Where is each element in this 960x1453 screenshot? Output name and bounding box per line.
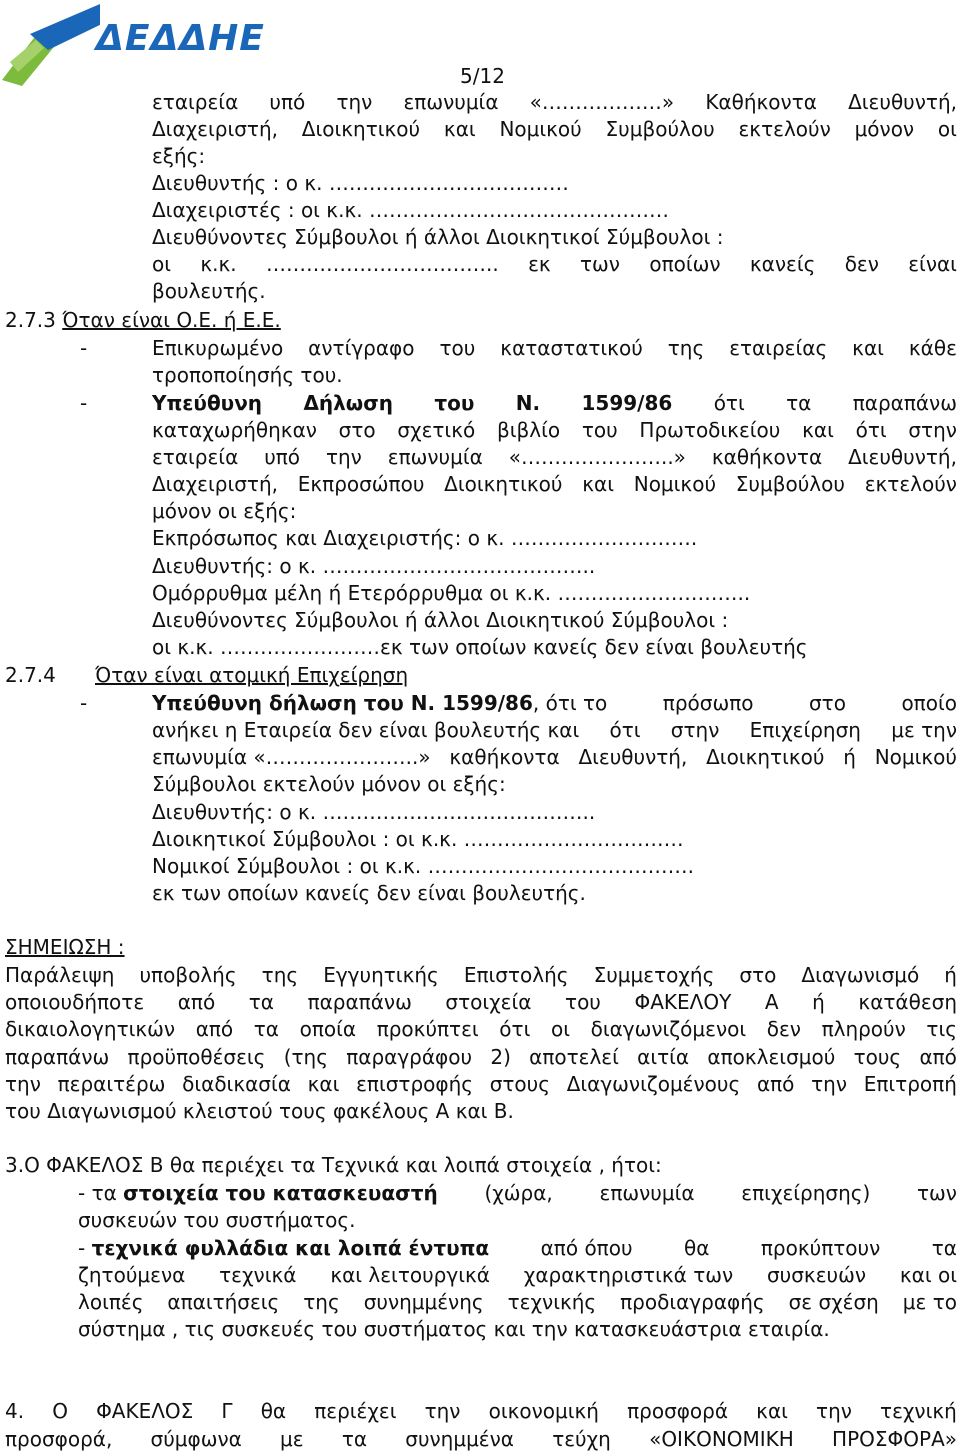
word: Συμμετοχής bbox=[593, 963, 715, 987]
word: οικονομική bbox=[488, 1399, 599, 1423]
word: τεύχη bbox=[552, 1427, 611, 1451]
word: ΦΑΚΕΛΟΥ bbox=[634, 990, 732, 1014]
word: θα bbox=[684, 1236, 710, 1260]
word: διαδικασία bbox=[182, 1072, 291, 1096]
word: Διοικητικού bbox=[444, 472, 563, 496]
word: επωνυμία bbox=[387, 445, 483, 469]
word: αποκλεισμού bbox=[707, 1045, 836, 1069]
word: καταχωρήθηκαν bbox=[152, 418, 317, 442]
word: παραπάνω bbox=[852, 391, 957, 415]
word: ή bbox=[843, 745, 856, 769]
word: συνημμένης bbox=[363, 1290, 484, 1314]
word: από όπου bbox=[540, 1236, 633, 1260]
word: ότι bbox=[609, 718, 641, 742]
word: θα bbox=[260, 1399, 287, 1423]
bullet-prefix: - bbox=[78, 1236, 92, 1260]
bold-phrase: στοιχεία του κατασκευαστή bbox=[123, 1181, 438, 1205]
justified-line bbox=[152, 717, 957, 744]
word: απαιτήσεις bbox=[167, 1290, 280, 1314]
word: Διαχειριστή, bbox=[152, 117, 278, 141]
word: οι bbox=[152, 252, 172, 276]
word: προσφορά, bbox=[5, 1427, 113, 1451]
justified-line bbox=[152, 390, 957, 417]
word: ότι bbox=[499, 1017, 531, 1041]
text-line: του Διαγωνισμού κλειστού τους φακέλους Α και Β. bbox=[5, 1099, 514, 1123]
word: και bbox=[852, 336, 884, 360]
text-line: Διευθύνοντες Σύμβουλοι ή άλλοι Διοικητικού Σύμβουλοι : bbox=[152, 608, 729, 632]
word: την bbox=[336, 90, 373, 114]
word: στους bbox=[489, 1072, 550, 1096]
word: εταιρείας bbox=[729, 336, 828, 360]
word: Εγγυητικής bbox=[323, 963, 439, 987]
word: προκύπτει bbox=[376, 1017, 479, 1041]
word: Διευθυντή, bbox=[578, 745, 688, 769]
word: της bbox=[303, 1290, 340, 1314]
word: κ.κ. bbox=[200, 252, 237, 276]
word: από bbox=[177, 990, 216, 1014]
word: σε σχέση bbox=[788, 1290, 879, 1314]
word: , ότι το bbox=[532, 691, 608, 715]
text-line: Όταν είναι ατομική Επιχείρηση bbox=[95, 663, 409, 687]
text-line: Διοικητικοί Σύμβουλοι : οι κ.κ. …………………………… bbox=[152, 827, 684, 851]
word: παραπάνω bbox=[5, 1045, 110, 1069]
word: στο bbox=[739, 963, 777, 987]
word: του bbox=[434, 391, 475, 415]
word: των bbox=[917, 1181, 957, 1205]
text-line: Διαχειριστές : οι κ.κ. ……………………………………… bbox=[152, 198, 669, 222]
word: Α bbox=[764, 990, 779, 1014]
text-line: μόνον οι εξής: bbox=[152, 499, 297, 523]
word: Γ bbox=[221, 1399, 233, 1423]
bold-phrase: τεχνικά φυλλάδια και λοιπά έντυπα bbox=[91, 1236, 490, 1260]
word: καταστατικού bbox=[500, 336, 643, 360]
word: οποία bbox=[299, 1017, 357, 1041]
word: Παράλειψη bbox=[5, 963, 115, 987]
word: τις bbox=[926, 1017, 957, 1041]
text-line: εκ των οποίων κανείς δεν είναι βουλευτής. bbox=[152, 881, 586, 905]
word: Πρωτοδικείου bbox=[639, 418, 781, 442]
word: και bbox=[802, 418, 834, 442]
word: Δήλωση bbox=[303, 391, 394, 415]
word: του bbox=[565, 990, 601, 1014]
word: (της bbox=[283, 1045, 328, 1069]
word: σχετικό bbox=[397, 418, 476, 442]
word: στην bbox=[670, 718, 720, 742]
word: αιτία bbox=[637, 1045, 690, 1069]
word: οι bbox=[937, 117, 957, 141]
word: και bbox=[307, 1072, 340, 1096]
text-line: συσκευών του συστήματος. bbox=[78, 1208, 356, 1232]
word: τεχνική bbox=[880, 1399, 957, 1423]
word: Διευθυντή, bbox=[848, 445, 957, 469]
text-line: - bbox=[80, 691, 88, 715]
word: καθήκοντα bbox=[711, 445, 823, 469]
word: Διαχειριστή, bbox=[152, 472, 278, 496]
word: βιβλίο bbox=[496, 418, 561, 442]
word: και bbox=[756, 1399, 788, 1423]
word: σύμφωνα bbox=[150, 1427, 242, 1451]
word: την bbox=[816, 1399, 852, 1423]
word: τα bbox=[786, 391, 812, 415]
word: και bbox=[443, 117, 476, 141]
word: 2) bbox=[490, 1045, 511, 1069]
justified-line bbox=[152, 335, 957, 362]
word: δεν bbox=[766, 1017, 801, 1041]
word: πληρούν bbox=[821, 1017, 906, 1041]
word: οποίο bbox=[901, 691, 957, 715]
word: ότι bbox=[855, 418, 887, 442]
text-line: Διευθυντής : ο κ. ……………………………… bbox=[152, 171, 569, 195]
word: Διευθυντή, bbox=[848, 90, 957, 114]
word: στοιχεία bbox=[445, 990, 532, 1014]
word: δικαιολογητικών bbox=[5, 1017, 176, 1041]
word: Συμβούλου bbox=[605, 117, 715, 141]
text-line: - bbox=[80, 336, 88, 360]
word: τα bbox=[248, 990, 274, 1014]
word: Υπεύθυνη bbox=[152, 391, 263, 415]
word: την bbox=[424, 1399, 461, 1423]
justified-line bbox=[152, 116, 957, 143]
justified-line bbox=[152, 444, 957, 471]
word: επωνυμία bbox=[599, 1181, 695, 1205]
bullet-prefix: - τα bbox=[78, 1181, 124, 1205]
word: τεχνικής bbox=[507, 1290, 597, 1314]
word: κάθε bbox=[908, 336, 957, 360]
word: οποίων bbox=[649, 252, 721, 276]
word: οι bbox=[550, 1017, 570, 1041]
text-line: οι κ.κ. ……………………εκ των οποίων κανείς δεν είναι βουλευτής bbox=[152, 635, 808, 659]
word: ή bbox=[812, 990, 825, 1014]
word: και λειτουργικά bbox=[330, 1263, 490, 1287]
word: τα bbox=[341, 1427, 368, 1451]
logo-mark-icon bbox=[0, 0, 100, 86]
word: Νομικού bbox=[874, 745, 957, 769]
word: και οι bbox=[899, 1263, 957, 1287]
justified-line bbox=[5, 1071, 957, 1098]
word: και bbox=[582, 472, 614, 496]
word: με την bbox=[891, 718, 957, 742]
section-heading bbox=[5, 307, 281, 334]
word: Διαγωνιζομένους bbox=[566, 1072, 741, 1096]
word: κατάθεση bbox=[858, 990, 957, 1014]
justified-line bbox=[5, 1016, 957, 1043]
lead-phrase bbox=[78, 1180, 438, 1207]
word: υπό bbox=[269, 90, 306, 114]
word: …………………………….. bbox=[266, 252, 499, 276]
word: λοιπές bbox=[78, 1290, 144, 1314]
word: κανείς bbox=[749, 252, 816, 276]
text-line: - bbox=[80, 391, 88, 415]
word: Διοικητικού bbox=[706, 745, 825, 769]
word: παραπάνω bbox=[307, 990, 412, 1014]
word: ότι bbox=[713, 391, 745, 415]
justified-line bbox=[152, 417, 957, 444]
word: προκύπτουν bbox=[760, 1236, 881, 1260]
justified-line bbox=[152, 744, 957, 771]
text-line: ΣΗΜΕΙΩΣΗ : bbox=[5, 935, 125, 959]
word: Εκπροσώπου bbox=[297, 472, 425, 496]
lead-phrase bbox=[78, 1235, 489, 1262]
bold-phrase: Υπεύθυνη δήλωση του Ν. 1599/86 bbox=[152, 691, 533, 715]
text-line: Διευθυντής: ο κ. ………………………………….. bbox=[152, 554, 596, 578]
justified-line bbox=[78, 1289, 957, 1316]
word: παραγράφου bbox=[346, 1045, 473, 1069]
word: στο bbox=[338, 418, 376, 442]
word: των bbox=[580, 252, 620, 276]
word: Διοικητικού bbox=[301, 117, 421, 141]
word: συσκευών bbox=[767, 1263, 867, 1287]
word: Επιτροπή bbox=[863, 1072, 957, 1096]
word: Επικυρωμένο bbox=[152, 336, 284, 360]
word: «ΟΙΚΟΝΟΜΙΚΗ bbox=[649, 1427, 794, 1451]
company-logo bbox=[0, 0, 290, 90]
word: από bbox=[919, 1045, 957, 1069]
word: (χώρα, bbox=[484, 1181, 553, 1205]
word: τεχνικά bbox=[219, 1263, 297, 1287]
word: επιχείρησης) bbox=[741, 1181, 871, 1205]
justified-line bbox=[78, 1180, 957, 1207]
word: πρόσωπο bbox=[662, 691, 754, 715]
word: εταιρεία bbox=[152, 90, 239, 114]
word: Καθήκοντα bbox=[705, 90, 817, 114]
word: ή bbox=[944, 963, 957, 987]
justified-line bbox=[5, 1044, 957, 1071]
justified-line bbox=[5, 1398, 957, 1425]
text-line: βουλευτής. bbox=[152, 279, 266, 303]
justified-line bbox=[152, 89, 957, 116]
text-line: 3.Ο ΦΑΚΕΛΟΣ Β θα περιέχει τα Τεχνικά και λοιπά στοιχεία , ήτοι: bbox=[5, 1153, 662, 1177]
word: 1599/86 bbox=[581, 391, 673, 415]
word: επωνυμία «…………………..» bbox=[152, 745, 431, 769]
word: προσφορά bbox=[627, 1399, 729, 1423]
text-line: Εκπρόσωπος και Διαχειριστής: ο κ. ………………………. bbox=[152, 526, 698, 550]
section-number: 2.7.3 bbox=[5, 308, 63, 332]
text-line: τροποποίησής του. bbox=[152, 363, 343, 387]
word: χαρακτηριστικά των bbox=[523, 1263, 734, 1287]
word: την bbox=[325, 445, 362, 469]
word: Επιχείρηση bbox=[749, 718, 861, 742]
text-line: Διευθυντής: ο κ. ………………………………….. bbox=[152, 800, 596, 824]
word: εκτελούν bbox=[738, 117, 831, 141]
word: Διαγωνισμό bbox=[801, 963, 920, 987]
word: περιέχει bbox=[314, 1399, 397, 1423]
word: Ο bbox=[52, 1399, 68, 1423]
justified-line bbox=[5, 1426, 957, 1453]
word: προδιαγραφής bbox=[620, 1290, 765, 1314]
word: στην bbox=[908, 418, 957, 442]
text-line: Ομόρρυθμα μέλη ή Ετερόρρυθμα οι κ.κ. ……………………….. bbox=[152, 581, 751, 605]
word: καθήκοντα bbox=[449, 745, 560, 769]
word: υπό bbox=[264, 445, 301, 469]
word: της bbox=[667, 336, 705, 360]
word: από bbox=[195, 1017, 234, 1041]
word: προϋποθέσεις bbox=[127, 1045, 266, 1069]
word: επιστροφής bbox=[356, 1072, 473, 1096]
text-line: εξής: bbox=[152, 144, 206, 168]
word: είναι bbox=[908, 252, 957, 276]
text-line: Διευθύνοντες Σύμβουλοι ή άλλοι Διοικητικοί Σύμβουλοι : bbox=[152, 225, 724, 249]
word: διαγωνιζόμενοι bbox=[590, 1017, 747, 1041]
section-title: Όταν είναι Ο.Ε. ή Ε.Ε. bbox=[62, 308, 281, 332]
word: με το bbox=[902, 1290, 957, 1314]
word: επωνυμία bbox=[403, 90, 499, 114]
word: περαιτέρω bbox=[57, 1072, 166, 1096]
word: Νομικού bbox=[633, 472, 717, 496]
text-line: σύστημα , τις συσκευές του συστήματος και την κατασκευάστρια εταιρία. bbox=[78, 1317, 830, 1341]
text-line: Νομικοί Σύμβουλοι : οι κ.κ. …………………………………. bbox=[152, 854, 695, 878]
word: «………………» bbox=[529, 90, 675, 114]
word: από bbox=[756, 1072, 795, 1096]
word: 4. bbox=[5, 1399, 25, 1423]
justified-line bbox=[152, 471, 957, 498]
word: «…………………..» bbox=[508, 445, 686, 469]
word: ΠΡΟΣΦΟΡΑ» bbox=[832, 1427, 957, 1451]
word: μόνον bbox=[854, 117, 915, 141]
word: αντίγραφο bbox=[308, 336, 415, 360]
justified-line bbox=[5, 989, 957, 1016]
word: ανήκει η Εταιρεία δεν είναι βουλευτής και bbox=[152, 718, 580, 742]
logo-text: ΔΕΔΔΗΕ bbox=[96, 18, 265, 59]
word: εκτελούν bbox=[864, 472, 957, 496]
justified-line bbox=[78, 1235, 957, 1262]
justified-line bbox=[78, 1262, 957, 1289]
word: δεν bbox=[844, 252, 879, 276]
word: την bbox=[5, 1072, 41, 1096]
word: τα bbox=[931, 1236, 957, 1260]
text-line: Σύμβουλοι εκτελούν μόνον οι εξής: bbox=[152, 772, 506, 796]
word: ΦΑΚΕΛΟΣ bbox=[96, 1399, 194, 1423]
word: Ν. bbox=[515, 391, 541, 415]
lead-phrase bbox=[152, 690, 607, 717]
justified-line bbox=[152, 690, 957, 717]
word: του bbox=[581, 418, 618, 442]
word: στο bbox=[808, 691, 846, 715]
word: Νομικού bbox=[499, 117, 582, 141]
word: τους bbox=[853, 1045, 902, 1069]
word: οποιουδήποτε bbox=[5, 990, 145, 1014]
word: με bbox=[280, 1427, 304, 1451]
word: ζητούμενα bbox=[78, 1263, 186, 1287]
text-line: 2.7.4 bbox=[5, 663, 56, 687]
word: υποβολής bbox=[139, 963, 237, 987]
word: τα bbox=[253, 1017, 279, 1041]
word: Επιστολής bbox=[463, 963, 569, 987]
word: του bbox=[439, 336, 476, 360]
word: εκ bbox=[528, 252, 551, 276]
justified-line bbox=[5, 962, 957, 989]
word: εταιρεία bbox=[152, 445, 239, 469]
word: Συμβούλου bbox=[735, 472, 845, 496]
page-number: 5/12 bbox=[460, 64, 505, 88]
justified-line bbox=[152, 251, 957, 278]
word: αποτελεί bbox=[529, 1045, 619, 1069]
word: την bbox=[811, 1072, 848, 1096]
word: της bbox=[261, 963, 299, 987]
word: συνημμένα bbox=[405, 1427, 514, 1451]
